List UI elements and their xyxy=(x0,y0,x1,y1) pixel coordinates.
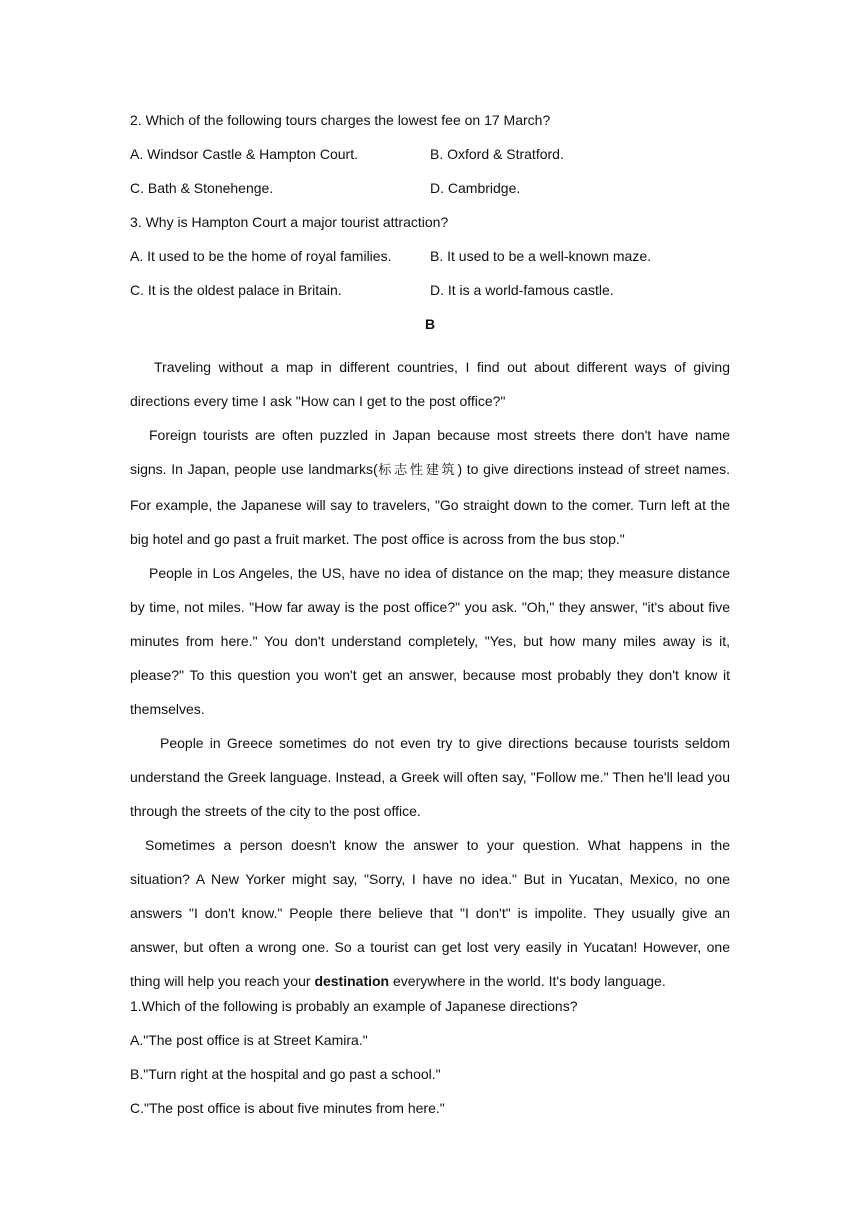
q1-option-a: A."The post office is at Street Kamira." xyxy=(130,1032,368,1048)
q1-option-b: B."Turn right at the hospital and go past a school." xyxy=(130,1066,441,1082)
q3-option-c: C. It is the oldest palace in Britain. xyxy=(130,282,342,298)
q1-option-c: C."The post office is about five minutes from here." xyxy=(130,1100,445,1116)
passage-paragraph-3: People in Los Angeles, the US, have no idea of distance on the map; they measure distance by time, not miles. "How far away is the post office?" you ask. "Oh," they answer, "it's about five minutes from here." You don't understand completely, "Yes, but how many miles away is it, please?" To this question you won't get an answer, because most probably they don't know it themselves. xyxy=(130,565,730,717)
question-3-options-row-2 xyxy=(130,282,730,316)
q2-option-d: D. Cambridge. xyxy=(430,180,521,196)
passage-paragraph-5-text-b: everywhere in the world. It's body language. xyxy=(389,973,666,989)
section-heading: B xyxy=(424,316,436,332)
question-3: 3. Why is Hampton Court a major tourist attraction? xyxy=(130,214,449,230)
passage-paragraph-1: Traveling without a map in different countries, I find out about different ways of giving directions every time I ask "How can I get to the post office?" xyxy=(130,359,730,409)
passage-paragraph-2 xyxy=(130,418,730,556)
q2-option-c: C. Bath & Stonehenge. xyxy=(130,180,274,196)
document-content xyxy=(130,112,730,1134)
passage-keyword-destination: destination xyxy=(314,973,390,989)
passage-paragraph-5 xyxy=(130,828,730,998)
q3-option-a: A. It used to be the home of royal families. xyxy=(130,248,392,264)
q2-option-b: B. Oxford & Stratford. xyxy=(430,146,564,162)
question-1: 1.Which of the following is probably an example of Japanese directions? xyxy=(130,998,578,1014)
q3-option-d: D. It is a world-famous castle. xyxy=(430,282,614,298)
question-2-options-row-1 xyxy=(130,146,730,180)
passage-paragraph-2-cjk: 标志性建筑 xyxy=(377,463,458,478)
q2-option-a: A. Windsor Castle & Hampton Court. xyxy=(130,146,358,162)
passage-paragraph-2-text-b: ) to give directions instead of street names. For example, the Japanese will say to travelers, "Go straight down to the comer. Turn left at the big hotel and go past a fruit market. The post office is across from the bus stop." xyxy=(130,461,730,547)
question-2: 2. Which of the following tours charges the lowest fee on 17 March? xyxy=(130,112,551,128)
passage-paragraph-4: People in Greece sometimes do not even try to give directions because tourists seldom understand the Greek language. Instead, a Greek will often say, "Follow me." Then he'll lead you through the streets of the city to the post office. xyxy=(130,735,730,819)
passage-paragraph-2-text-a: Foreign tourists are often puzzled in Japan because most streets there don't have name signs. In Japan, people use landmarks( xyxy=(130,427,730,477)
passage-paragraph-5-text-a: Sometimes a person doesn't know the answer to your question. What happens in the situation? A New Yorker might say, "Sorry, I have no idea." But in Yucatan, Mexico, no one answers "I don't know." People there believe that "I don't" is impolite. They usually give an answer, but often a wrong one. So a tourist can get lost very easily in Yucatan! However, one thing will help you reach your xyxy=(130,837,730,989)
question-3-options-row-1 xyxy=(130,248,730,282)
q3-option-b: B. It used to be a well-known maze. xyxy=(430,248,651,264)
question-2-options-row-2 xyxy=(130,180,730,214)
